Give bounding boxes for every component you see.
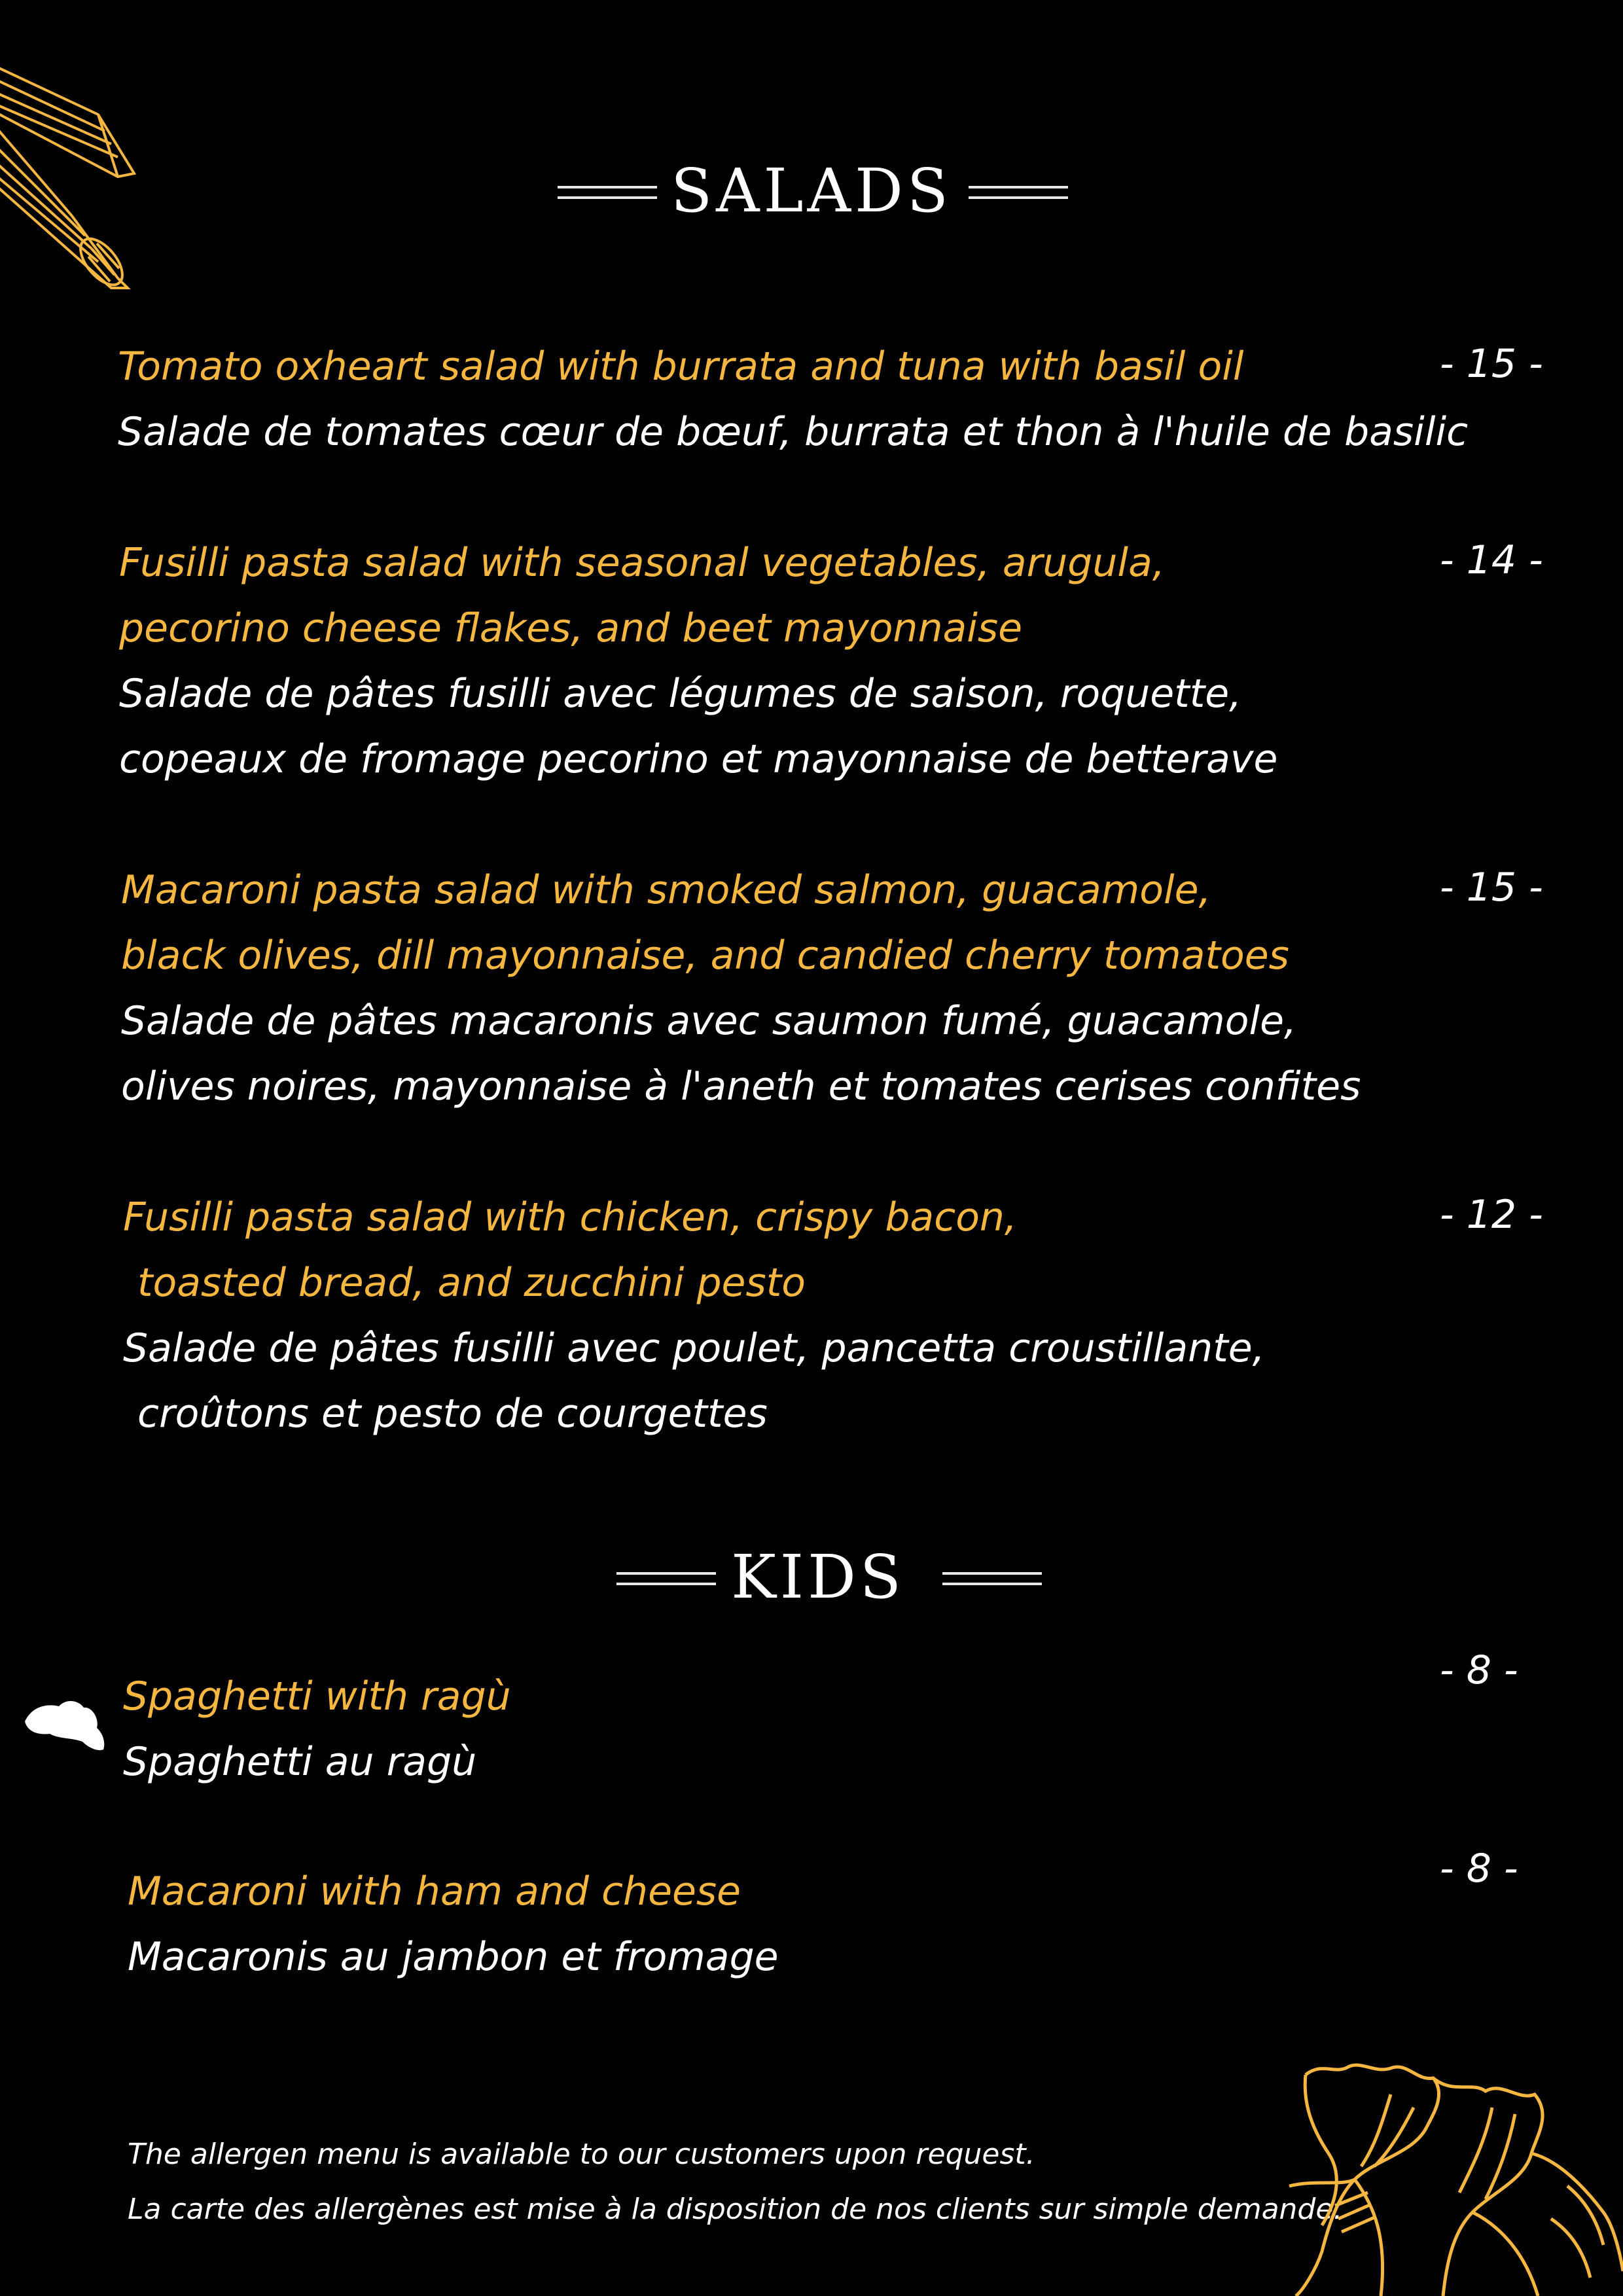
dish-name-en: Spaghetti with ragù xyxy=(123,1674,511,1719)
dish-price: - 14 - xyxy=(1440,537,1543,583)
dish-name-fr: Spaghetti au ragù xyxy=(123,1739,477,1785)
dish-price: - 12 - xyxy=(1440,1192,1543,1238)
dish-name-fr: croûtons et pesto de courgettes xyxy=(137,1391,768,1437)
kids-header xyxy=(0,1538,1623,1617)
salads-title: SALADS xyxy=(671,156,952,226)
allergen-note-en: The allergen menu is available to our customers upon request. xyxy=(128,2138,1035,2171)
dish-name-fr: Macaronis au jambon et fromage xyxy=(128,1934,779,1980)
dish-name-en: Macaroni with ham and cheese xyxy=(128,1869,741,1914)
dish-name-fr: Salade de pâtes macaronis avec saumon fumé, guacamole, xyxy=(121,998,1297,1044)
pasta-shell-icon xyxy=(20,1692,111,1757)
dish-name-fr: Salade de tomates cœur de bœuf, burrata et thon à l'huile de basilic xyxy=(118,409,1469,455)
header-rule-right xyxy=(942,1572,1042,1585)
dish-name-en: toasted bread, and zucchini pesto xyxy=(137,1260,806,1306)
dish-name-en: Fusilli pasta salad with seasonal vegetables, arugula, xyxy=(119,540,1165,586)
farfalle-pasta-illustration xyxy=(1276,2055,1623,2296)
kids-title: KIDS xyxy=(731,1542,905,1612)
dish-price: - 8 - xyxy=(1440,1647,1518,1693)
dish-name-fr: Salade de pâtes fusilli avec légumes de saison, roquette, xyxy=(119,671,1242,717)
dish-name-en: Fusilli pasta salad with chicken, crispy bacon, xyxy=(123,1194,1017,1240)
allergen-note-fr: La carte des allergènes est mise à la disposition de nos clients sur simple demande. xyxy=(128,2193,1343,2226)
dish-name-en: black olives, dill mayonnaise, and candied cherry tomatoes xyxy=(121,933,1289,978)
dish-price: - 15 - xyxy=(1440,341,1543,387)
dish-price: - 8 - xyxy=(1440,1846,1518,1892)
dish-name-en: Macaroni pasta salad with smoked salmon, guacamole, xyxy=(121,867,1211,913)
dish-name-fr: Salade de pâtes fusilli avec poulet, pancetta croustillante, xyxy=(123,1325,1265,1371)
dish-name-en: pecorino cheese flakes, and beet mayonnaise xyxy=(119,605,1023,651)
salads-header xyxy=(0,152,1623,230)
dish-price: - 15 - xyxy=(1440,865,1543,910)
dish-name-fr: olives noires, mayonnaise à l'aneth et tomates cerises confites xyxy=(121,1064,1361,1109)
header-rule-right xyxy=(969,186,1068,199)
dish-name-en: Tomato oxheart salad with burrata and tuna with basil oil xyxy=(118,344,1244,389)
dish-name-fr: copeaux de fromage pecorino et mayonnaise de betterave xyxy=(119,736,1278,782)
